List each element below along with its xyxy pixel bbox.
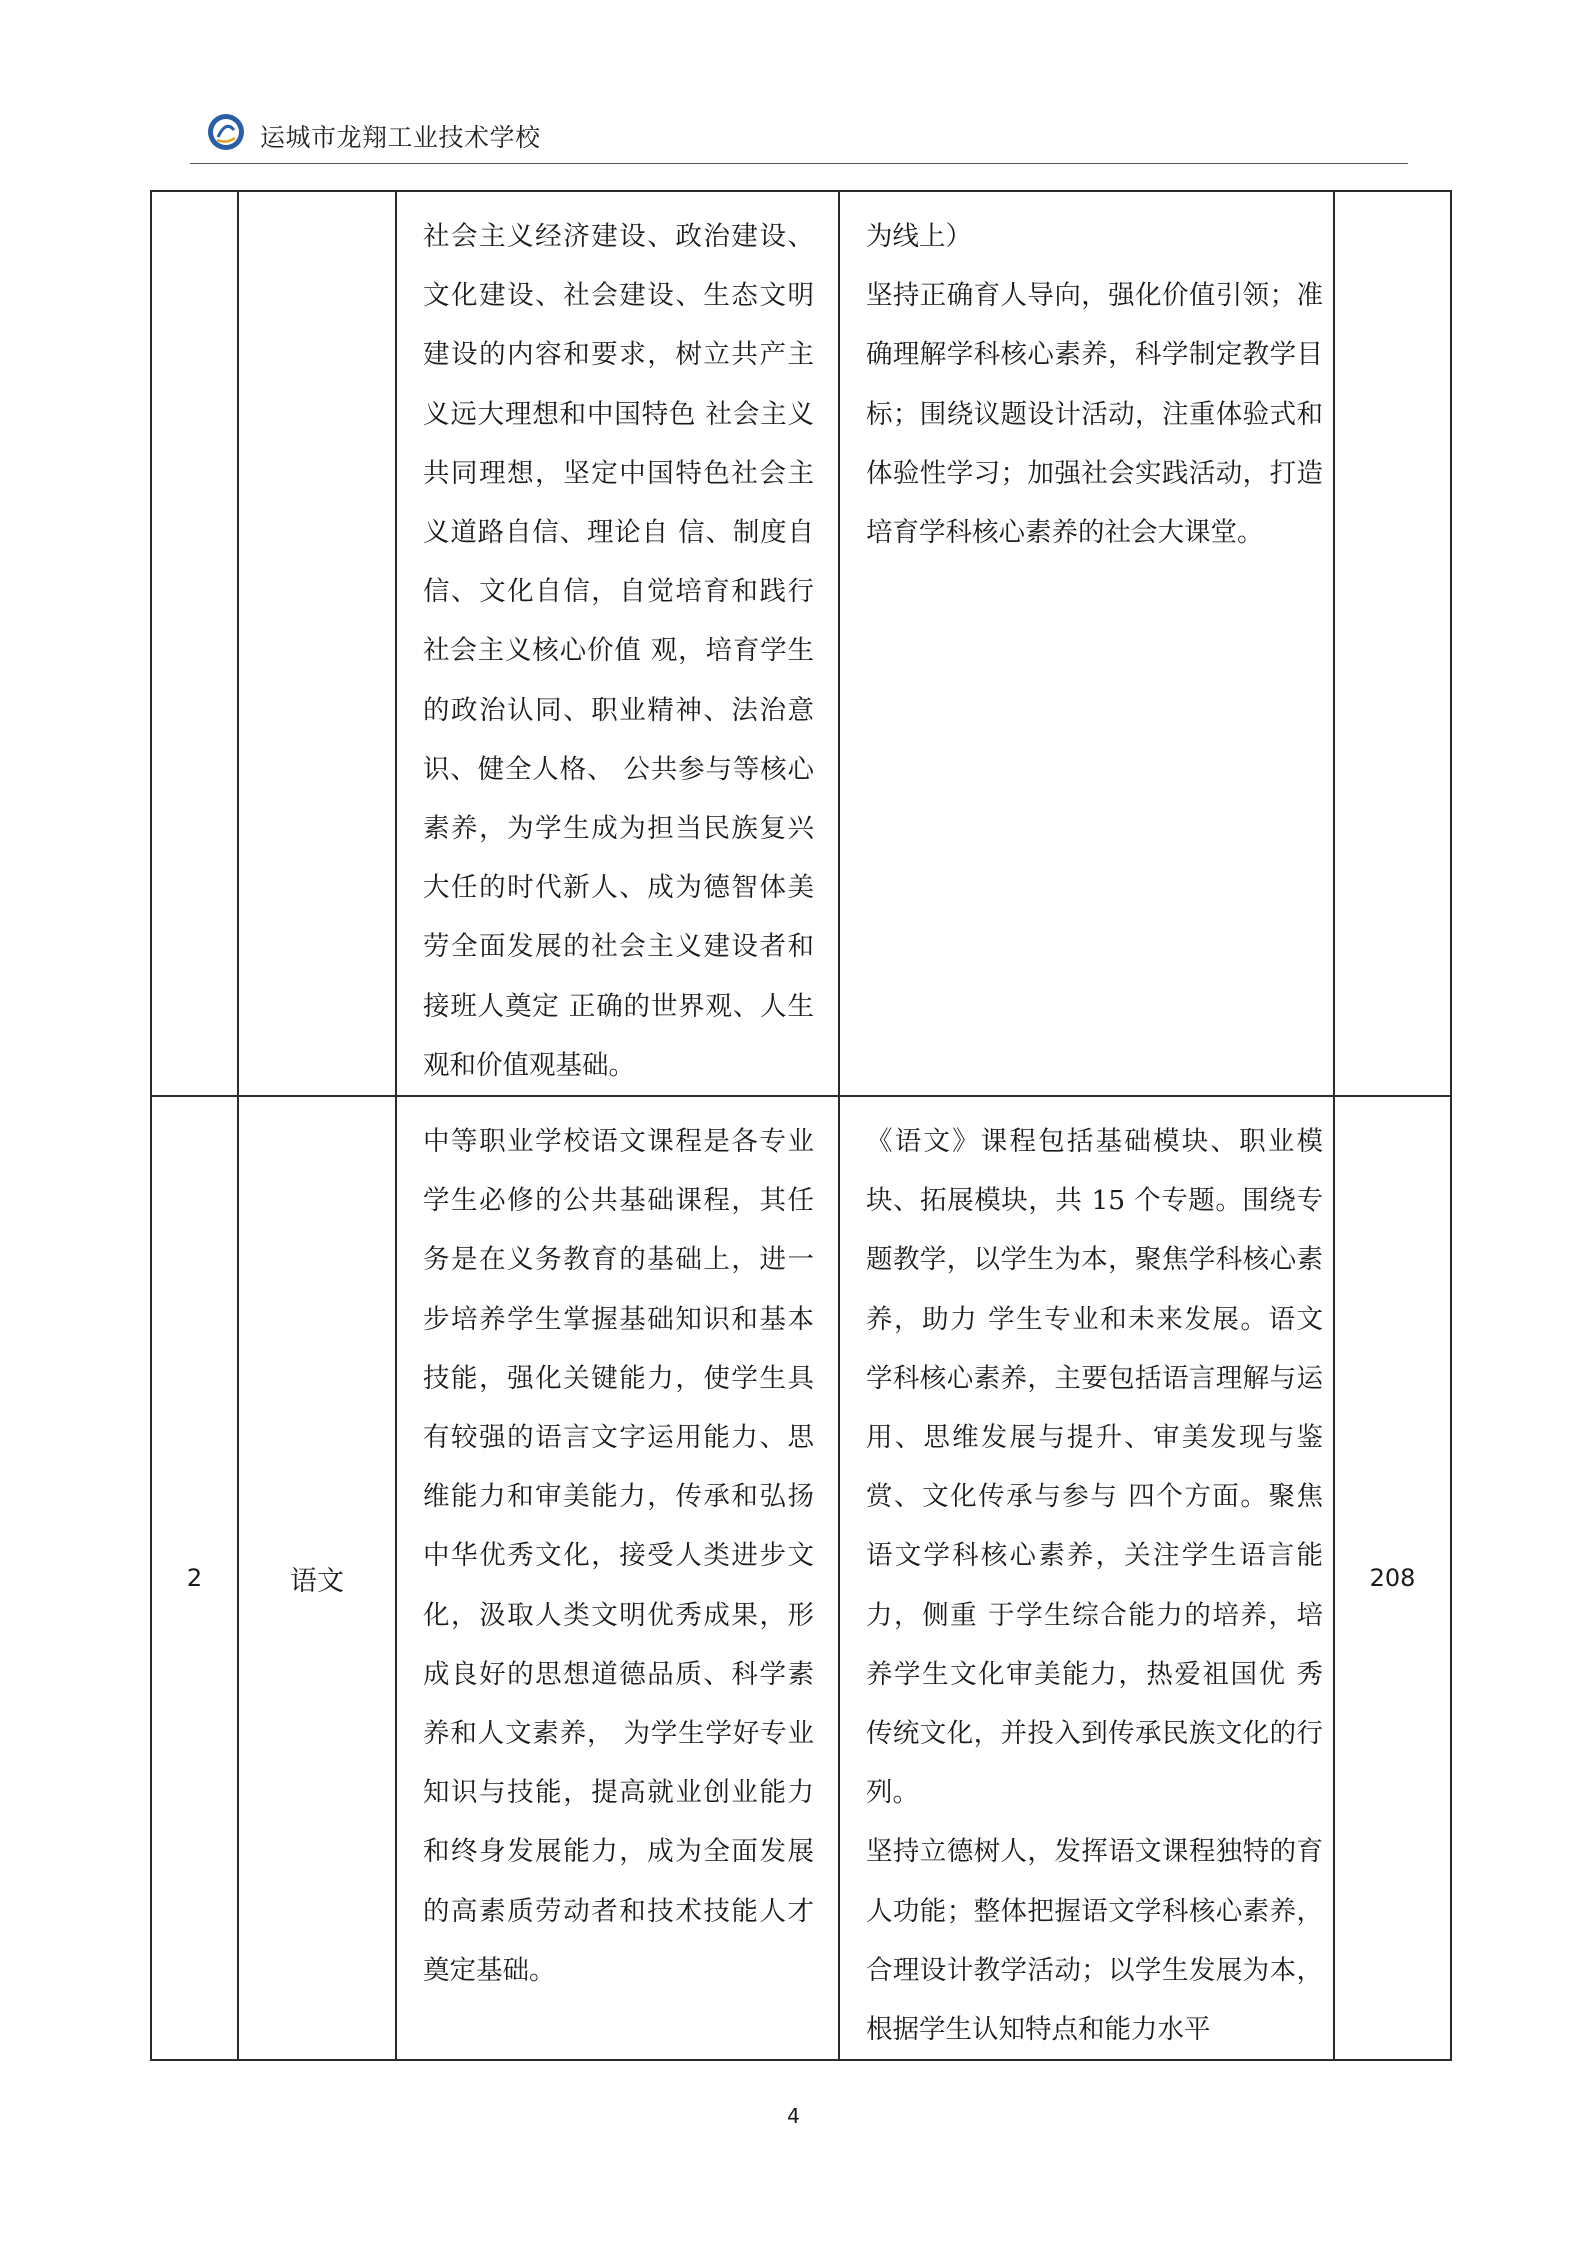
content-paragraph: 坚持立德树人，发挥语文课程独特的育人功能；整体把握语文学科核心素养，合理设计教学活动；以学生发展为本，根据学生认知特点和能力水平 <box>866 1836 1323 2046</box>
table-row <box>151 191 1451 1096</box>
curriculum-table <box>150 190 1452 2061</box>
objectives-cell <box>396 1096 839 2060</box>
row-number-cell: 2 <box>151 1096 238 2060</box>
content-paragraph: 坚持正确育人导向，强化价值引领；准确理解学科核心素养，科学制定教学目标；围绕议题设计活动，注重体验式和体验性学习；加强社会实践活动，打造培育学科核心素养的社会大课堂。 <box>866 280 1323 549</box>
page-number: 4 <box>787 2104 800 2128</box>
school-name: 运城市龙翔工业技术学校 <box>260 123 541 152</box>
page-header <box>190 108 1408 164</box>
course-name-cell <box>238 191 396 1096</box>
content-cell <box>839 1096 1334 2060</box>
hours-cell <box>1334 191 1451 1096</box>
objectives-text: 中等职业学校语文课程是各专业学生必修的公共基础课程，其任务是在义务教育的基础上，进一步培养学生掌握基础知识和基本技能，强化关键能力，使学生具有较强的语言文字运用能力、思维能力和审美能力，传承和弘扬中华优秀文化，接受人类进步文化，汲取人类文明优秀成果，形成良好的思想道德品质、科学素养和人文素养， 为学生学好专业知识与技能，提高就业创业能力和终身发展能力，成为全面发展的高素质劳动者和技术技能人才奠定基础。 <box>423 1126 814 1986</box>
objectives-text: 社会主义经济建设、政治建设、文化建设、社会建设、生态文明建设的内容和要求，树立共产主义远大理想和中国特色 社会主义共同理想，坚定中国特色社会主义道路自信、理论自 信、制度自信、文化自信，自觉培育和践行社会主义核心价值 观，培育学生的政治认同、职业精神、法治意识、健全人格、 公共参与等核心素养，为学生成为担当民族复兴大任的时代新人、成为德智体美劳全面发展的社会主义建设者和接班人奠定 正确的世界观、人生观和价值观基础。 <box>423 221 814 1081</box>
school-logo-icon <box>206 112 246 152</box>
content-paragraph: 《语文》课程包括基础模块、职业模块、拓展模块，共 15 个专题。围绕专题教学，以学生为本，聚焦学科核心素养，助力 学生专业和未来发展。语文学科核心素养，主要包括语言理解与运用、思维发展与提升、审美发现与鉴赏、文化传承与参与 四个方面。聚焦语文学科核心素养，关注学生语言能力，侧重 于学生综合能力的培养，培养学生文化审美能力，热爱祖国优 秀传统文化，并投入到传承民族文化的行列。 <box>866 1126 1323 1809</box>
row-number-cell <box>151 191 238 1096</box>
content-cell <box>839 191 1334 1096</box>
objectives-cell <box>396 191 839 1096</box>
course-name-cell: 语文 <box>238 1096 396 2060</box>
content-paragraph: 为线上） <box>866 221 972 252</box>
table-row <box>151 1096 1451 2060</box>
hours-cell: 208 <box>1334 1096 1451 2060</box>
